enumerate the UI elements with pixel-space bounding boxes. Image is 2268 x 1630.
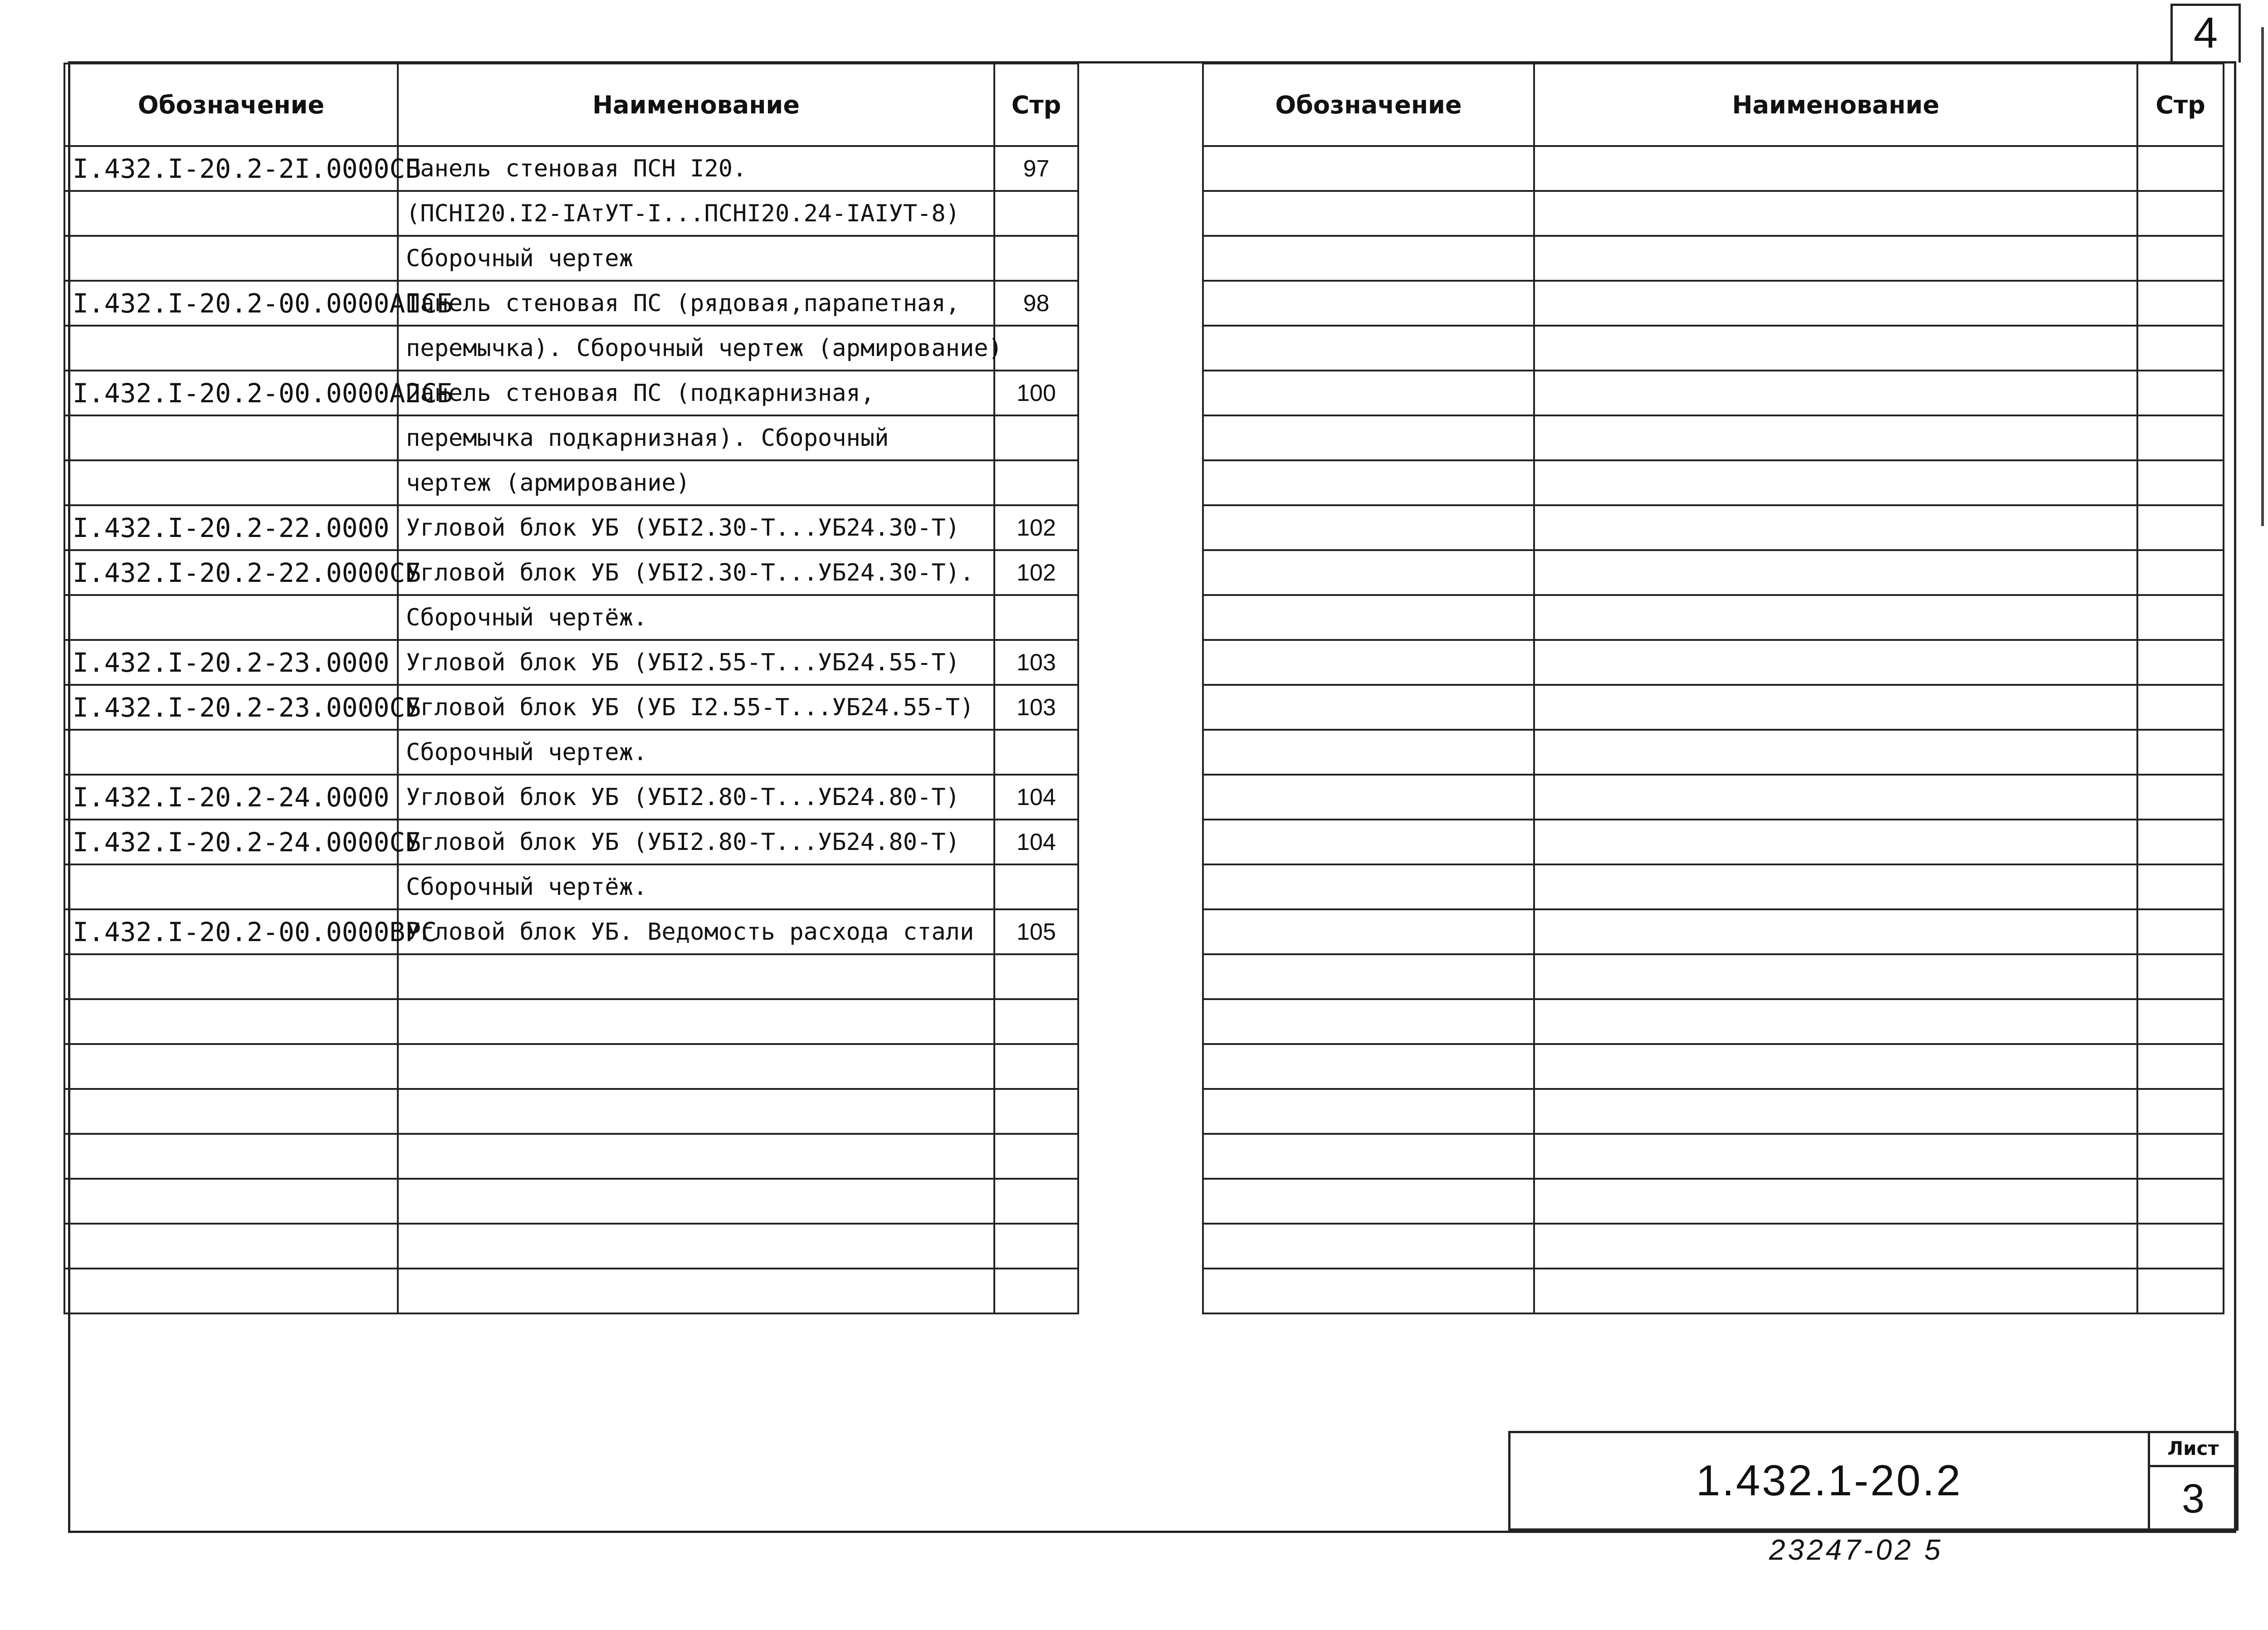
name-cell: перемычка). Сборочный чертеж (армирование)	[398, 326, 994, 371]
page-cell	[994, 1044, 1078, 1089]
page-cell	[994, 1269, 1078, 1313]
code-cell	[64, 415, 398, 460]
code-cell	[1203, 191, 1534, 236]
name-cell	[398, 1044, 994, 1089]
table-row	[1203, 685, 2224, 730]
code-cell	[1203, 326, 1534, 371]
name-cell	[1534, 685, 2137, 730]
code-cell	[64, 595, 398, 640]
name-cell: Угловой блок УБ (УБI2.80-Т...УБ24.80-Т)	[398, 820, 994, 864]
table-row	[1203, 954, 2224, 999]
name-cell	[398, 1179, 994, 1224]
page-cell	[2137, 1089, 2224, 1134]
name-cell	[1534, 326, 2137, 371]
page-cell	[2137, 1224, 2224, 1269]
sheet-edge-line	[2261, 27, 2264, 526]
table-row	[64, 685, 1078, 730]
right-header-row	[1203, 63, 2224, 146]
code-cell	[1203, 1044, 1534, 1089]
page-cell	[2137, 550, 2224, 595]
page-cell	[994, 999, 1078, 1044]
code-cell	[64, 1089, 398, 1134]
code-cell	[64, 1269, 398, 1313]
archive-number: 23247-02 5	[1769, 1533, 1943, 1566]
table-row	[64, 864, 1078, 909]
name-cell	[1534, 146, 2137, 191]
name-cell: Угловой блок УБ (УБ I2.55-Т...УБ24.55-Т)	[398, 685, 994, 730]
page-cell	[994, 460, 1078, 505]
table-row	[64, 1089, 1078, 1134]
name-cell	[398, 999, 994, 1044]
page-cell	[994, 1089, 1078, 1134]
page-cell	[2137, 505, 2224, 550]
code-cell	[1203, 371, 1534, 415]
code-cell	[1203, 775, 1534, 820]
code-cell	[1203, 415, 1534, 460]
table-row	[1203, 640, 2224, 685]
page-cell: 105	[994, 909, 1078, 954]
page-cell: 104	[994, 775, 1078, 820]
name-cell	[1534, 909, 2137, 954]
page-cell	[2137, 595, 2224, 640]
table-row	[1203, 595, 2224, 640]
title-block	[1508, 1431, 2239, 1531]
sheet-number-box	[2148, 1431, 2239, 1531]
name-cell: чертеж (армирование)	[398, 460, 994, 505]
name-cell	[398, 1134, 994, 1179]
code-cell	[1203, 954, 1534, 999]
name-cell: Угловой блок УБ (УБI2.80-Т...УБ24.80-Т)	[398, 775, 994, 820]
code-cell	[1203, 460, 1534, 505]
code-cell	[64, 954, 398, 999]
table-row	[1203, 864, 2224, 909]
name-cell	[1534, 550, 2137, 595]
code-cell	[64, 191, 398, 236]
table-row	[1203, 236, 2224, 281]
page-cell	[2137, 640, 2224, 685]
code-cell	[64, 236, 398, 281]
page-cell	[994, 1224, 1078, 1269]
table-row	[64, 326, 1078, 371]
table-row	[1203, 146, 2224, 191]
name-cell	[1534, 236, 2137, 281]
table-row	[1203, 820, 2224, 864]
page-cell	[2137, 820, 2224, 864]
table-row	[64, 236, 1078, 281]
name-cell	[1534, 730, 2137, 775]
table-row	[64, 460, 1078, 505]
header-designation: Обозначение	[1203, 63, 1534, 146]
name-cell: Угловой блок УБ (УБI2.30-Т...УБ24.30-Т)	[398, 505, 994, 550]
code-cell: I.432.I-20.2-22.0000	[64, 505, 398, 550]
name-cell	[398, 1089, 994, 1134]
table-row	[64, 191, 1078, 236]
page-cell	[2137, 415, 2224, 460]
page-cell: 104	[994, 820, 1078, 864]
table-row	[64, 954, 1078, 999]
name-cell	[1534, 1134, 2137, 1179]
code-cell: I.432.I-20.2-00.0000А2СБ	[64, 371, 398, 415]
table-row	[1203, 730, 2224, 775]
page-cell	[994, 1134, 1078, 1179]
page-cell	[2137, 326, 2224, 371]
table-row	[64, 775, 1078, 820]
code-cell	[1203, 1179, 1534, 1224]
code-cell	[1203, 1134, 1534, 1179]
table-row	[1203, 1224, 2224, 1269]
page-cell	[994, 864, 1078, 909]
code-cell	[1203, 909, 1534, 954]
page-cell	[994, 191, 1078, 236]
name-cell	[1534, 505, 2137, 550]
code-cell	[1203, 550, 1534, 595]
table-row	[1203, 999, 2224, 1044]
code-cell: I.432.I-20.2-22.0000СБ	[64, 550, 398, 595]
table-row	[64, 281, 1078, 326]
page-cell: 97	[994, 146, 1078, 191]
name-cell	[398, 1269, 994, 1313]
name-cell: Сборочный чертеж	[398, 236, 994, 281]
name-cell	[1534, 371, 2137, 415]
table-row	[1203, 1044, 2224, 1089]
name-cell: Сборочный чертёж.	[398, 595, 994, 640]
name-cell	[1534, 775, 2137, 820]
name-cell	[1534, 1269, 2137, 1313]
code-cell	[1203, 1269, 1534, 1313]
name-cell	[1534, 281, 2137, 326]
left-header-row	[64, 63, 1078, 146]
table-row	[64, 820, 1078, 864]
name-cell: Угловой блок УБ. Ведомость расхода стали	[398, 909, 994, 954]
code-cell: I.432.I-20.2-24.0000	[64, 775, 398, 820]
table-row	[1203, 1134, 2224, 1179]
name-cell	[398, 954, 994, 999]
code-cell	[64, 1044, 398, 1089]
table-row	[64, 505, 1078, 550]
left-table-body	[64, 146, 1078, 1313]
page-cell	[2137, 1179, 2224, 1224]
code-cell	[64, 864, 398, 909]
page-cell	[2137, 1134, 2224, 1179]
code-cell	[1203, 730, 1534, 775]
table-row	[64, 595, 1078, 640]
page-cell	[2137, 236, 2224, 281]
table-row	[1203, 909, 2224, 954]
table-row	[64, 1224, 1078, 1269]
header-designation: Обозначение	[64, 63, 398, 146]
code-cell	[1203, 146, 1534, 191]
page-cell	[2137, 775, 2224, 820]
code-cell	[64, 460, 398, 505]
code-cell: I.432.I-20.2-23.0000	[64, 640, 398, 685]
code-cell: I.432.I-20.2-2I.0000СБ	[64, 146, 398, 191]
right-table-body	[1203, 146, 2224, 1313]
code-cell	[1203, 281, 1534, 326]
name-cell	[1534, 864, 2137, 909]
code-cell	[1203, 505, 1534, 550]
table-row	[64, 415, 1078, 460]
page-cell	[994, 954, 1078, 999]
page-cell	[2137, 685, 2224, 730]
corner-page-number: 4	[2170, 4, 2241, 63]
name-cell	[1534, 820, 2137, 864]
code-cell	[1203, 1224, 1534, 1269]
sheet-number: 3	[2181, 1476, 2205, 1522]
code-cell	[1203, 1089, 1534, 1134]
table-row	[64, 909, 1078, 954]
page-cell: 103	[994, 640, 1078, 685]
table-row	[1203, 550, 2224, 595]
name-cell	[1534, 595, 2137, 640]
name-cell	[1534, 1089, 2137, 1134]
code-cell	[1203, 864, 1534, 909]
table-row	[1203, 326, 2224, 371]
header-page: Стр	[994, 63, 1078, 146]
page-cell: 103	[994, 685, 1078, 730]
name-cell	[1534, 1044, 2137, 1089]
table-row	[64, 371, 1078, 415]
table-row	[64, 730, 1078, 775]
page-cell	[2137, 146, 2224, 191]
table-row	[1203, 505, 2224, 550]
page-cell: 102	[994, 550, 1078, 595]
name-cell: Панель стеновая ПСН I20.	[398, 146, 994, 191]
page-cell	[2137, 371, 2224, 415]
page-cell	[2137, 281, 2224, 326]
table-row	[64, 640, 1078, 685]
table-row	[64, 999, 1078, 1044]
name-cell	[1534, 460, 2137, 505]
table-row	[1203, 1179, 2224, 1224]
page-cell: 98	[994, 281, 1078, 326]
header-name: Наименование	[398, 63, 994, 146]
name-cell	[1534, 954, 2137, 999]
code-cell	[64, 999, 398, 1044]
table-row	[1203, 775, 2224, 820]
code-cell: I.432.I-20.2-23.0000СБ	[64, 685, 398, 730]
table-row	[1203, 460, 2224, 505]
name-cell	[1534, 999, 2137, 1044]
table-row	[64, 550, 1078, 595]
table-row	[1203, 371, 2224, 415]
table-row	[64, 1134, 1078, 1179]
name-cell: перемычка подкарнизная). Сборочный	[398, 415, 994, 460]
page-cell	[2137, 954, 2224, 999]
header-name: Наименование	[1534, 63, 2137, 146]
name-cell: Сборочный чертеж.	[398, 730, 994, 775]
page-cell	[2137, 1269, 2224, 1313]
page-cell	[994, 326, 1078, 371]
table-row	[1203, 1269, 2224, 1313]
name-cell: Угловой блок УБ (УБI2.30-Т...УБ24.30-Т).	[398, 550, 994, 595]
name-cell	[1534, 640, 2137, 685]
header-page: Стр	[2137, 63, 2224, 146]
name-cell: Сборочный чертёж.	[398, 864, 994, 909]
document-code: 1.432.1-20.2	[1508, 1431, 2148, 1531]
table-row	[64, 1179, 1078, 1224]
name-cell	[1534, 1224, 2137, 1269]
page-cell	[2137, 864, 2224, 909]
name-cell	[398, 1224, 994, 1269]
name-cell: Угловой блок УБ (УБI2.55-Т...УБ24.55-Т)	[398, 640, 994, 685]
sheet-label: Лист	[2150, 1433, 2236, 1467]
page-cell: 102	[994, 505, 1078, 550]
code-cell	[1203, 820, 1534, 864]
code-cell	[64, 1224, 398, 1269]
page-cell	[994, 730, 1078, 775]
code-cell	[64, 1179, 398, 1224]
table-row	[1203, 1089, 2224, 1134]
table-row	[64, 1044, 1078, 1089]
page-cell: 100	[994, 371, 1078, 415]
page-cell	[2137, 909, 2224, 954]
page-cell	[994, 1179, 1078, 1224]
code-cell: I.432.I-20.2-24.0000СБ	[64, 820, 398, 864]
name-cell	[1534, 1179, 2137, 1224]
page-cell	[2137, 999, 2224, 1044]
page-cell	[2137, 191, 2224, 236]
name-cell: Панель стеновая ПС (подкарнизная,	[398, 371, 994, 415]
name-cell	[1534, 415, 2137, 460]
code-cell	[64, 730, 398, 775]
code-cell	[1203, 640, 1534, 685]
page-cell	[994, 595, 1078, 640]
page-cell	[2137, 730, 2224, 775]
table-row	[1203, 281, 2224, 326]
name-cell: (ПСНI20.I2-IАтУТ-I...ПСНI20.24-IАIУТ-8)	[398, 191, 994, 236]
page-cell	[994, 415, 1078, 460]
name-cell: Панель стеновая ПС (рядовая,парапетная,	[398, 281, 994, 326]
code-cell: I.432.I-20.2-00.0000АIСБ	[64, 281, 398, 326]
code-cell: I.432.I-20.2-00.0000ВРС	[64, 909, 398, 954]
table-row	[1203, 415, 2224, 460]
code-cell	[1203, 236, 1534, 281]
code-cell	[1203, 999, 1534, 1044]
table-row	[64, 1269, 1078, 1313]
code-cell	[64, 1134, 398, 1179]
right-contents-table	[1202, 63, 2224, 1314]
table-row	[64, 146, 1078, 191]
code-cell	[64, 326, 398, 371]
name-cell	[1534, 191, 2137, 236]
code-cell	[1203, 595, 1534, 640]
page-cell	[2137, 460, 2224, 505]
table-row	[1203, 191, 2224, 236]
page-cell	[2137, 1044, 2224, 1089]
code-cell	[1203, 685, 1534, 730]
left-contents-table	[64, 63, 1079, 1314]
page-cell	[994, 236, 1078, 281]
